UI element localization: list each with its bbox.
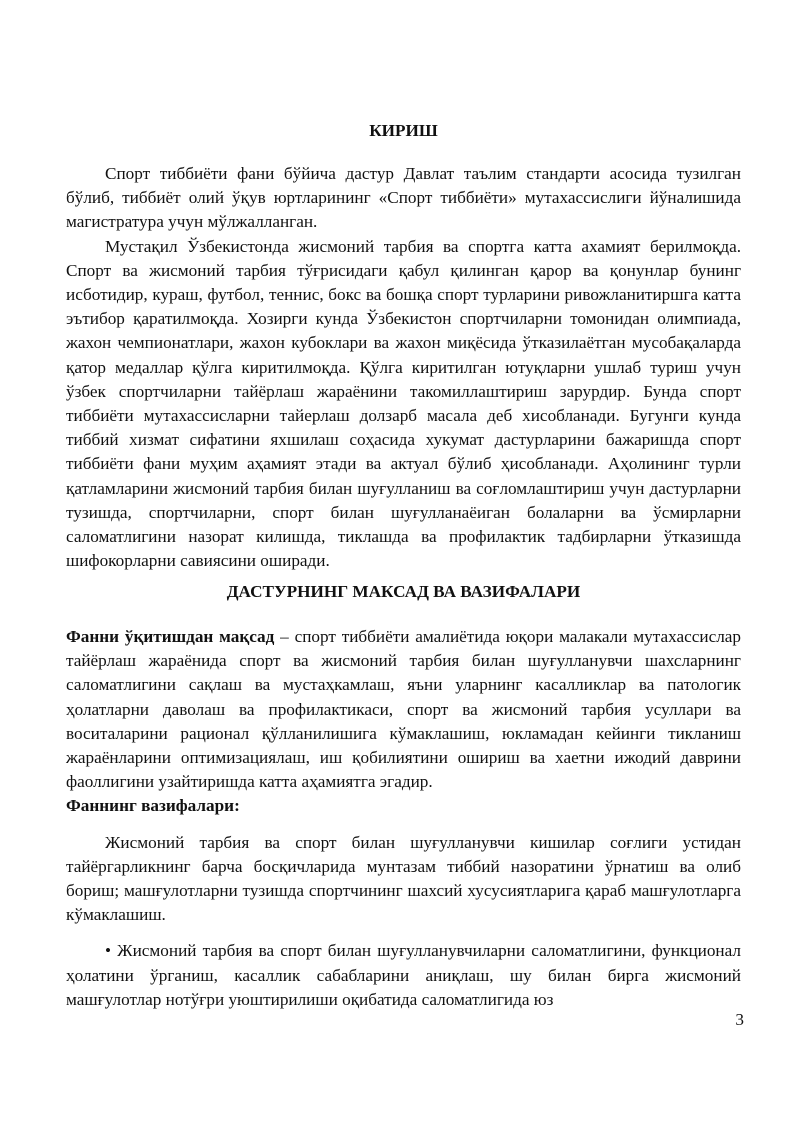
section-title-goals: ДАСТУРНИНГ МАКСАД ВА ВАЗИФАЛАРИ [226,582,581,601]
task-paragraph-2: • Жисмоний тарбия ва спорт билан шуғулланувчиларни саломатлигини, функционал ҳолатини ўрганиш, касаллик сабабларини аниқлаш, шу билан бирга жисмоний машғулотлар нотўғри уюштирилиши оқибатида саломатлигида юз [66,941,741,1009]
page-number: 3 [735,1010,744,1029]
goals-body [66,625,741,1012]
tasks-heading [66,794,741,818]
intro-paragraph-1: Спорт тиббиёти фани бўйича дастур Давлат таълим стандарти асосида тузилган бўлиб, тиббиёт олий ўқув юртларининг «Спорт тиббиёти» мутахассислиги йўналишида магистратура учун мўлжалланган. [66,164,741,232]
task-paragraph-1: Жисмоний тарбия ва спорт билан шуғулланувчи кишилар соғлиги устидан тайёргарликнинг барча босқичларида мунтазам тиббий назоратини ўрнатиш ва олиб бориш; машғулотларни тузишда спортчининг шахсий хусусиятларига қараб машғулотларга кўмаклашиш. [66,832,741,925]
section-title-intro: КИРИШ [369,121,438,140]
aim-paragraph [66,625,741,794]
intro-body [66,162,741,573]
intro-paragraph-2: Мустақил Ўзбекистонда жисмоний тарбия ва спортга катта ахамият берилмоқда. Спорт ва жисмоний тарбия тўғрисидаги қабул қилинган қарор ва қонунлар бунинг исботидир, кураш, футбол, теннис, бокс ва бошқа спорт турларини ривожланитиршга катта эътибор қаратилмоқда. Хозирги кунда Ўзбекистон спортчиларни томонидан олимпиада, жахон чемпионатлари, жахон кубоклари ва жахон миқёсида ўтказилаётган мусобақаларда қатор медаллар қўлга киритилмоқда. Қўлга киритилган ютуқларни ушлаб туриш учун ўзбек спортчиларни тайёрлаш жараёнини такомиллаштириш зарурдир. Бунда спорт тиббиёти мутахассисларни тайерлаш долзарб масала деб хисобланади. Бугунги кунда тиббий хизмат сифатини яхшилаш соҳасида хукумат дастурларини бажаришда спорт тиббиёти фани муҳим аҳамият этади ва актуал бўлиб ҳисобланади. Аҳолининг турли қатламларини жисмоний тарбия билан шуғулланиш ва соғломлаштириш учун дастурларни тузишда, спортчиларни, спорт билан шуғулланаёиган болаларни ва ўсмирларни саломатлигини назорат килишда, тиклашда ва профилактик тадбирларни ўтказишда шифокорларни савиясини оширади. [66,236,741,571]
aim-text: – спорт тиббиёти амалиётида юқори малакали мутахассислар тайёрлаш жараёнида спорт ва жисмоний тарбия билан шуғулланувчи шахсларнинг саломатлигини сақлаш ва мустаҳкамлаш, яъни уларнинг касалликлар ва патологик ҳолатларни даволаш ва профилактикаси, спорт ва жисмоний тарбия усуллари ва воситаларини рационал қўлланилишига кўмаклашиш, юкламадан кейинги тикланиш жараёнларини оптимизациялаш, иш қобилиятини ошириш ва хаетни ижодий даврини фаоллигини узайтиришда катта аҳамиятга эгадир. [66,627,741,792]
aim-label: Фанни ўқитишдан мақсад [66,627,275,646]
tasks-label: Фаннинг вазифалари: [66,796,240,816]
